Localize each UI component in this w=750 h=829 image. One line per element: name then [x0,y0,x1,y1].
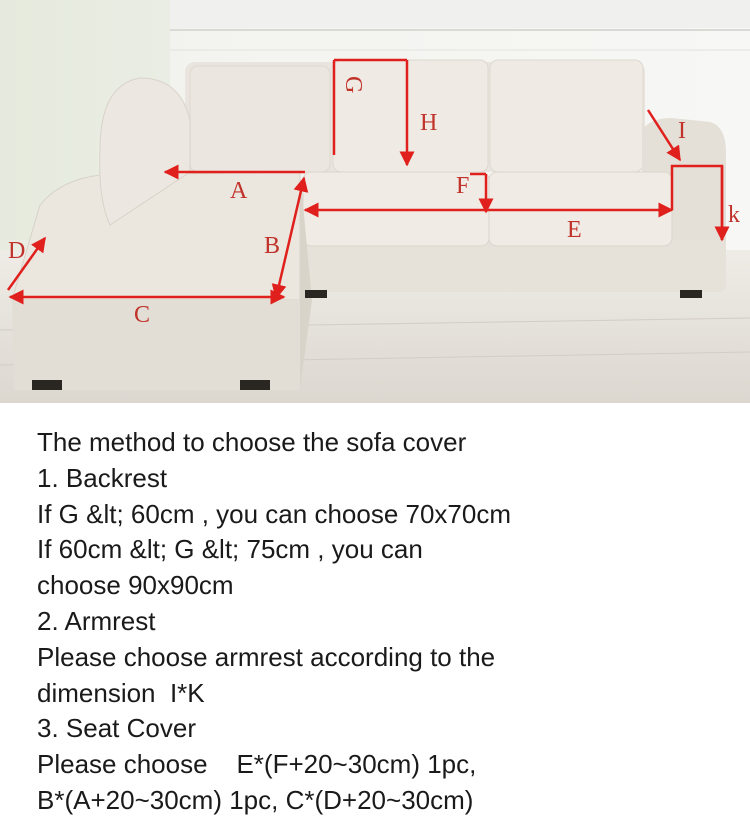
wall-panel-top [170,0,750,28]
chaise-front [12,300,300,390]
caption-line: If 60cm &lt; G &lt; 75cm , you can [37,534,423,565]
label-b: B [264,233,281,259]
sofa-base [300,240,726,292]
caption-line: 2. Armrest [37,605,156,636]
label-e: E [567,217,582,243]
sofa-diagram [0,0,750,403]
sofa-leg [32,380,62,390]
back-cushion [490,60,643,172]
caption-line: B*(A+20~30cm) 1pc, C*(D+20~30cm) [37,784,474,815]
sofa-leg [680,290,702,298]
label-k: k [728,202,740,228]
sofa-leg [240,380,270,390]
caption-title: The method to choose the sofa cover [37,427,467,457]
label-d: D [8,238,26,264]
caption-line: dimension I*K [37,677,205,708]
label-a: A [230,178,248,204]
caption-line: 1. Backrest [37,462,168,493]
label-c: C [134,302,151,328]
label-i: I [678,118,686,144]
caption-line: Please choose armrest according to the [37,641,496,672]
caption-line: choose 90x90cm [37,570,234,601]
caption-line: 3. Seat Cover [37,713,196,744]
back-cushion [190,66,330,172]
label-f: F [456,173,470,199]
caption-line: If G &lt; 60cm , you can choose 70x70cm [37,498,512,529]
label-h: H [420,110,438,136]
sofa-measurement-photo [0,0,750,403]
caption-line: Please choose E*(F+20~30cm) 1pc, [37,749,477,780]
sofa-leg [305,290,327,298]
instructions-text [37,425,737,819]
label-g: G [340,76,366,94]
